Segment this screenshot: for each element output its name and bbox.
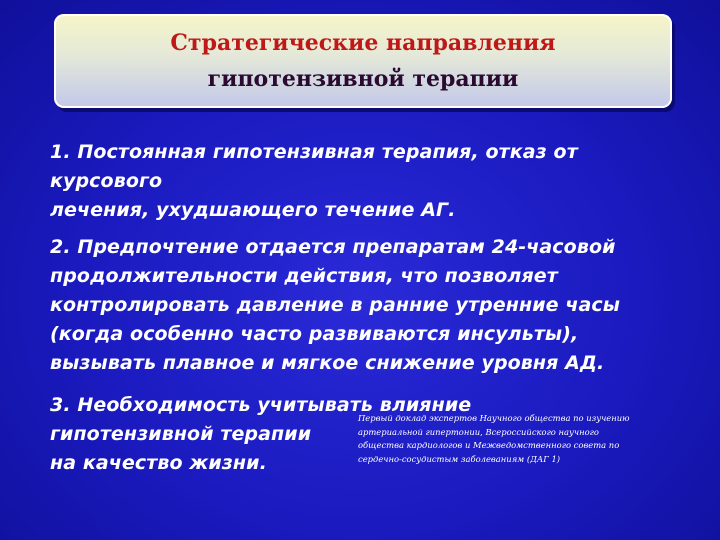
item-line: 1. Постоянная гипотензивная терапия, отказ от (50, 141, 578, 163)
item-line: курсового (50, 170, 163, 192)
item-line: 2. Предпочтение отдается препаратам 24-часовой (50, 236, 616, 258)
footnote-line: Первый доклад экспертов Научного общества по изучению (358, 413, 630, 423)
footnote-line: артериальной гипертонии, Всероссийского научного (358, 426, 599, 437)
item-line: гипотензивной терапии (50, 423, 312, 445)
item-line: продолжительности действия, что позволяет (50, 265, 558, 287)
footnote-line: сердечно-сосудистым заболеваниям (ДАГ 1) (358, 453, 561, 464)
slide-title-line-1: Стратегические направления (170, 30, 556, 56)
footnote-line: общества кардиологов и Межведомственного совета по (358, 440, 620, 450)
item-line: лечения, ухудшающего течение АГ. (50, 199, 456, 221)
item-line: (когда особенно часто развиваются инсульты), (50, 323, 579, 345)
item-line: 3. Необходимость учитывать влияние (50, 394, 472, 416)
source-footnote (358, 412, 698, 466)
slide-title-line-2: гипотензивной терапии (207, 66, 519, 92)
item-1-text (50, 138, 700, 225)
item-2-text (50, 233, 700, 378)
item-line: вызывать плавное и мягкое снижение уровня АД. (50, 352, 605, 374)
title-box (54, 14, 672, 108)
item-line: на качество жизни. (50, 452, 267, 474)
item-line: контролировать давление в ранние утренние часы (50, 294, 621, 316)
